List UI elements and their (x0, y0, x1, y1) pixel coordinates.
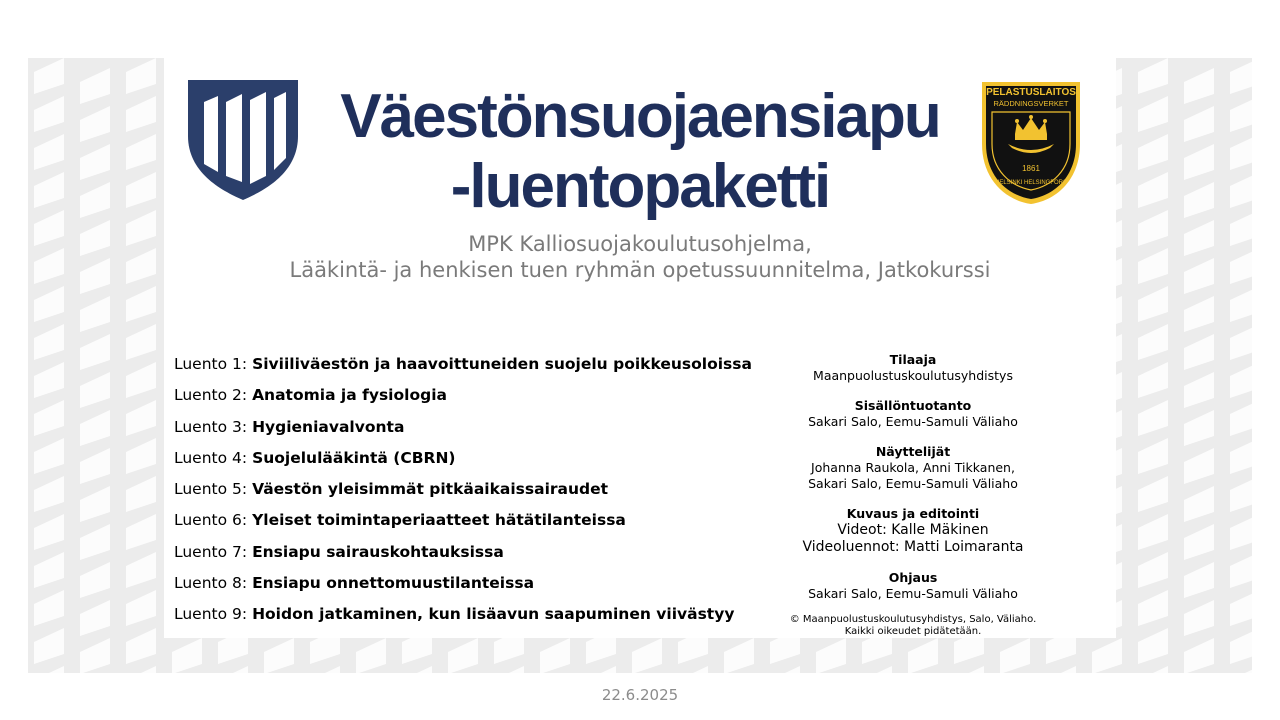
pattern-bar (80, 182, 110, 218)
pattern-bar (1230, 96, 1252, 132)
pattern-bar (80, 486, 110, 522)
subtitle-line-1: MPK Kalliosuojakoulutusohjelma, (468, 232, 812, 256)
pattern-bar (80, 220, 110, 256)
title-line-1: Väestönsuojaensiapu (340, 82, 940, 151)
pattern-bar (34, 96, 64, 132)
credit-line: Sakari Salo, Eemu-Samuli Väliaho (808, 586, 1018, 601)
pattern-bar (80, 106, 110, 142)
lecture-item (174, 571, 774, 602)
pattern-bar (34, 628, 64, 664)
pattern-bar (1138, 248, 1168, 284)
pattern-bar (1138, 400, 1168, 436)
lecture-prefix: Luento 7: (174, 542, 248, 561)
lecture-title: Hygieniavalvonta (252, 417, 405, 436)
credit-line: Johanna Raukola, Anni Tikkanen, (811, 460, 1015, 475)
pattern-bar (402, 666, 432, 673)
copyright-line-1: © Maanpuolustuskoulutusyhdistys, Salo, Väliaho. (789, 614, 1037, 625)
pattern-bar (34, 172, 64, 208)
pattern-bar (126, 248, 156, 284)
lecture-title: Ensiapu onnettomuustilanteissa (252, 574, 535, 593)
pattern-bar (1230, 58, 1252, 94)
pattern-bar (126, 628, 156, 664)
pattern-bar (1230, 590, 1252, 626)
pattern-bar (80, 258, 110, 294)
pattern-bar (1230, 514, 1252, 550)
pattern-bar (126, 666, 156, 673)
lecture-prefix: Luento 2: (174, 386, 248, 405)
pattern-bar (1184, 296, 1214, 332)
credit-heading: Kuvaus ja editointi (846, 506, 980, 521)
pattern-bar (1138, 58, 1168, 94)
pattern-bar (126, 476, 156, 512)
pattern-bar (724, 638, 754, 673)
pattern-bar (126, 58, 156, 94)
badge-year: 1861 (1022, 164, 1040, 173)
pattern-bar (1230, 324, 1252, 360)
lecture-item (174, 477, 774, 508)
pelastuslaitos-badge-icon (980, 82, 1082, 204)
lecture-prefix: Luento 3: (174, 417, 248, 436)
lecture-title: Siviiliväestön ja haavoittuneiden suojelu poikkeusoloissa (252, 355, 752, 373)
pattern-bar (1184, 486, 1214, 522)
credit-line: Sakari Salo, Eemu-Samuli Väliaho (808, 476, 1018, 491)
pattern-bar (1138, 476, 1168, 512)
pattern-bar (1138, 286, 1168, 322)
pattern-bar (218, 666, 248, 673)
credit-client (782, 352, 1044, 384)
pattern-bar (1138, 210, 1168, 246)
pattern-bar (34, 514, 64, 550)
credit-actors (782, 444, 1044, 492)
pattern-bar (1138, 134, 1168, 170)
pattern-bar (310, 666, 340, 673)
pattern-bar (1184, 372, 1214, 408)
credit-filming (782, 506, 1044, 556)
credit-heading: Ohjaus (888, 570, 938, 585)
pattern-bar (264, 638, 294, 673)
pattern-bar (1184, 524, 1214, 560)
pattern-bar (34, 324, 64, 360)
pattern-bar (1230, 438, 1252, 474)
pattern-bar (34, 362, 64, 398)
pattern-bar (126, 362, 156, 398)
pattern-bar (126, 134, 156, 170)
pattern-bar (1184, 106, 1214, 142)
pattern-bar (126, 172, 156, 208)
pattern-bar (448, 638, 478, 673)
badge-top-text: PELASTUSLAITOS (986, 87, 1076, 98)
credit-line: Sakari Salo, Eemu-Samuli Väliaho (808, 414, 1018, 429)
lecture-title: Anatomia ja fysiologia (252, 386, 447, 405)
lecture-item (174, 446, 774, 477)
copyright (782, 614, 1044, 638)
badge-bottom-text: HELSINKI HELSINGFORS (994, 180, 1068, 186)
pattern-bar (1230, 552, 1252, 588)
pattern-bar (908, 638, 938, 673)
lecture-item (174, 415, 774, 446)
pattern-bar (1046, 666, 1076, 673)
pattern-bar (80, 638, 110, 673)
pattern-bar (34, 134, 64, 170)
pattern-bar (34, 476, 64, 512)
pattern-bar (1138, 666, 1168, 673)
pattern-bar (1138, 628, 1168, 664)
pattern-bar (356, 638, 386, 673)
pattern-bar (80, 68, 110, 104)
pattern-bar (1092, 638, 1122, 673)
pattern-bar (80, 296, 110, 332)
pattern-bar (126, 400, 156, 436)
pattern-bar (1000, 638, 1030, 673)
pattern-bar (1138, 514, 1168, 550)
pattern-bar (540, 638, 570, 673)
pattern-bar (678, 666, 708, 673)
lecture-item (174, 602, 774, 633)
pattern-bar (1184, 562, 1214, 598)
pattern-bar (34, 248, 64, 284)
lecture-prefix: Luento 6: (174, 511, 248, 530)
pattern-bar (126, 210, 156, 246)
pattern-bar (1184, 600, 1214, 636)
copyright-line-2: Kaikki oikeudet pidätetään. (844, 626, 982, 637)
lecture-item (174, 352, 774, 383)
pattern-bar (1138, 172, 1168, 208)
title-line-2: -luentopaketti (450, 152, 830, 221)
pattern-bar (1184, 334, 1214, 370)
pattern-bar (1184, 448, 1214, 484)
pattern-bar (816, 638, 846, 673)
pattern-bar (172, 638, 202, 673)
credit-line: Maanpuolustuskoulutusyhdistys (813, 368, 1013, 383)
lecture-title: Ensiapu sairauskohtauksissa (252, 542, 504, 561)
pattern-bar (126, 96, 156, 132)
pattern-bar (34, 400, 64, 436)
lecture-item (174, 383, 774, 414)
pattern-bar (1230, 172, 1252, 208)
pattern-bar (1230, 248, 1252, 284)
pattern-bar (770, 666, 800, 673)
pattern-bar (80, 524, 110, 560)
pattern-bar (1184, 258, 1214, 294)
credit-heading: Sisällöntuotanto (854, 398, 972, 413)
footer-date: 22.6.2025 (601, 686, 679, 704)
credit-content (782, 398, 1044, 430)
pattern-bar (1230, 628, 1252, 664)
pattern-bar (1230, 666, 1252, 673)
pattern-bar (34, 58, 64, 94)
pattern-bar (1230, 400, 1252, 436)
credits-panel (782, 352, 1044, 638)
lecture-item (174, 540, 774, 571)
lecture-title: Väestön yleisimmät pitkäaikaissairaudet (252, 480, 609, 499)
pattern-bar (126, 324, 156, 360)
lecture-prefix: Luento 8: (174, 574, 248, 593)
pattern-bar (1230, 210, 1252, 246)
pattern-bar (126, 514, 156, 550)
credit-line: Videoluennot: Matti Loimaranta (802, 539, 1024, 555)
pattern-bar (1138, 590, 1168, 626)
pattern-bar (586, 666, 616, 673)
main-title (330, 82, 950, 222)
pattern-bar (34, 552, 64, 588)
pattern-bar (1184, 68, 1214, 104)
pattern-bar (80, 144, 110, 180)
lecture-title: Yleiset toimintaperiaatteet hätätilanteissa (252, 511, 626, 530)
credit-direction (782, 570, 1044, 602)
lecture-title: Hoidon jatkaminen, kun lisäavun saapuminen viivästyy (252, 605, 735, 624)
pattern-bar (1184, 182, 1214, 218)
pattern-bar (126, 286, 156, 322)
pattern-bar (1138, 438, 1168, 474)
lecture-title: Suojelulääkintä (CBRN) (252, 448, 456, 467)
pattern-bar (954, 666, 984, 673)
pattern-bar (80, 448, 110, 484)
lecture-prefix: Luento 1: (174, 355, 248, 373)
pattern-bar (80, 600, 110, 636)
pattern-bar (632, 638, 662, 673)
pattern-bar (126, 438, 156, 474)
pattern-bar (1230, 362, 1252, 398)
subtitle-line-2: Lääkintä- ja henkisen tuen ryhmän opetussuunnitelma, Jatkokurssi (289, 258, 991, 282)
pattern-bar (1138, 96, 1168, 132)
pattern-bar (34, 286, 64, 322)
lecture-prefix: Luento 4: (174, 448, 248, 467)
subtitle (240, 231, 1040, 283)
pattern-bar (34, 210, 64, 246)
pattern-bar (862, 666, 892, 673)
credit-heading: Näyttelijät (875, 444, 951, 459)
pattern-bar (34, 590, 64, 626)
lecture-list (174, 352, 774, 634)
pattern-bar (1230, 476, 1252, 512)
pattern-bar (34, 666, 64, 673)
pattern-bar (1138, 552, 1168, 588)
pattern-bar (126, 552, 156, 588)
pattern-bar (80, 562, 110, 598)
pattern-bar (80, 372, 110, 408)
pattern-bar (1184, 220, 1214, 256)
pattern-bar (34, 438, 64, 474)
pattern-bar (1138, 324, 1168, 360)
pattern-bar (80, 334, 110, 370)
pattern-bar (80, 410, 110, 446)
shield-stripes-icon (186, 80, 300, 200)
pattern-bar (1138, 362, 1168, 398)
lecture-prefix: Luento 9: (174, 605, 248, 624)
pattern-bar (1184, 638, 1214, 673)
lecture-item (174, 508, 774, 539)
pattern-bar (126, 590, 156, 626)
pattern-bar (1184, 410, 1214, 446)
pattern-bar (1184, 144, 1214, 180)
pattern-bar (1230, 286, 1252, 322)
pattern-bar (494, 666, 524, 673)
pattern-bar (1230, 134, 1252, 170)
credit-heading: Tilaaja (889, 352, 937, 367)
credit-line: Videot: Kalle Mäkinen (837, 522, 989, 538)
lecture-prefix: Luento 5: (174, 480, 248, 499)
badge-second-text: RÄDDNINGSVERKET (993, 99, 1069, 108)
